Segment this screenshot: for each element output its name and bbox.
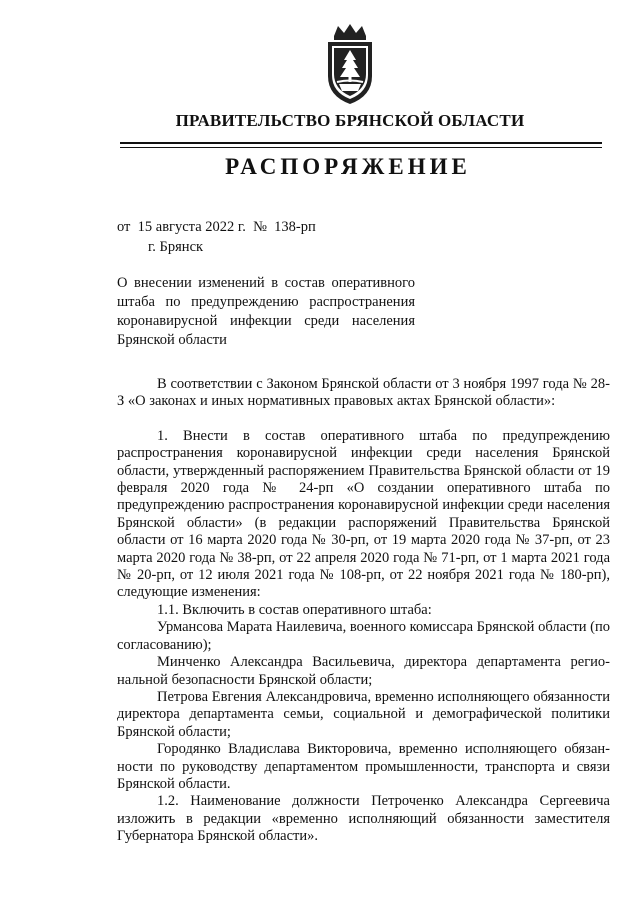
header-divider-thick — [120, 142, 602, 144]
organization-title: ПРАВИТЕЛЬСТВО БРЯНСКОЙ ОБЛАСТИ — [175, 111, 525, 130]
coat-of-arms-emblem — [322, 22, 378, 106]
member-paragraph-4: Городянко Владислава Викторовича, временно исполняющего обязанности по руководству департаментом промышленности, транспорта и связи Брянской области. — [117, 741, 610, 792]
member-paragraph-2: Минченко Александра Васильевича, директора департамента региональной безопасности Брянской области; — [117, 654, 610, 688]
item-1-paragraph: 1. Внести в состав оперативного штаба по предупреждению распространения коронавирусной инфекции среди населения Брянской области, утвержденный распоряжением Правительства Брянской области от 19 февраля 2020 года № 24-рп «О создании оперативного штаба по предупреждению распространения коронавирусной инфекции среди населения Брянской области» (в редакции распоряжений Правительства Брянской области от 16 марта 2020 года № 30-рп, от 19 марта 2020 года № 37-рп, от 23 марта 2020 года № 38-рп, от 22 апреля 2020 года № 71-рп, от 1 марта 2021 года № 20-рп, от 12 июля 2021 года № 108-рп, от 22 ноября 2021 года № 180-рп), следующие изменения: — [117, 427, 610, 601]
header-divider-thin — [120, 147, 602, 148]
bryansk-region-coat-of-arms-icon — [322, 22, 378, 106]
document-date-number: от 15 августа 2022 г. № 138-рп — [117, 219, 316, 235]
document-subject: О внесении изменений в состав оперативного штаба по предупреждению распространения коронавирусной инфекции среди населения Брянской области — [117, 275, 415, 348]
member-paragraph-1: Урмансова Марата Наилевича, военного комиссара Брянской области (по согласованию); — [117, 619, 611, 653]
item-1-1-paragraph: 1.1. Включить в состав оперативного штаба: — [157, 601, 432, 618]
document-city: г. Брянск — [148, 239, 204, 255]
document-body — [117, 376, 610, 846]
member-paragraph-3: Петрова Евгения Александровича, временно исполняющего обязанности директора департамента семьи, социальной и демографической политики Брянской области; — [117, 688, 610, 740]
item-1-2-paragraph: 1.2. Наименование должности Петроченко Александра Сергеевича изложить в редакции «временно исполняющий обязанности заместителя Губернатора Брянской области». — [117, 793, 610, 845]
document-type-title: РАСПОРЯЖЕНИЕ — [225, 154, 471, 179]
preamble-paragraph: В соответствии с Законом Брянской области от 3 ноября 1997 года № 28-З «О законах и иных нормативных правовых актах Брянской области»: — [117, 376, 610, 410]
